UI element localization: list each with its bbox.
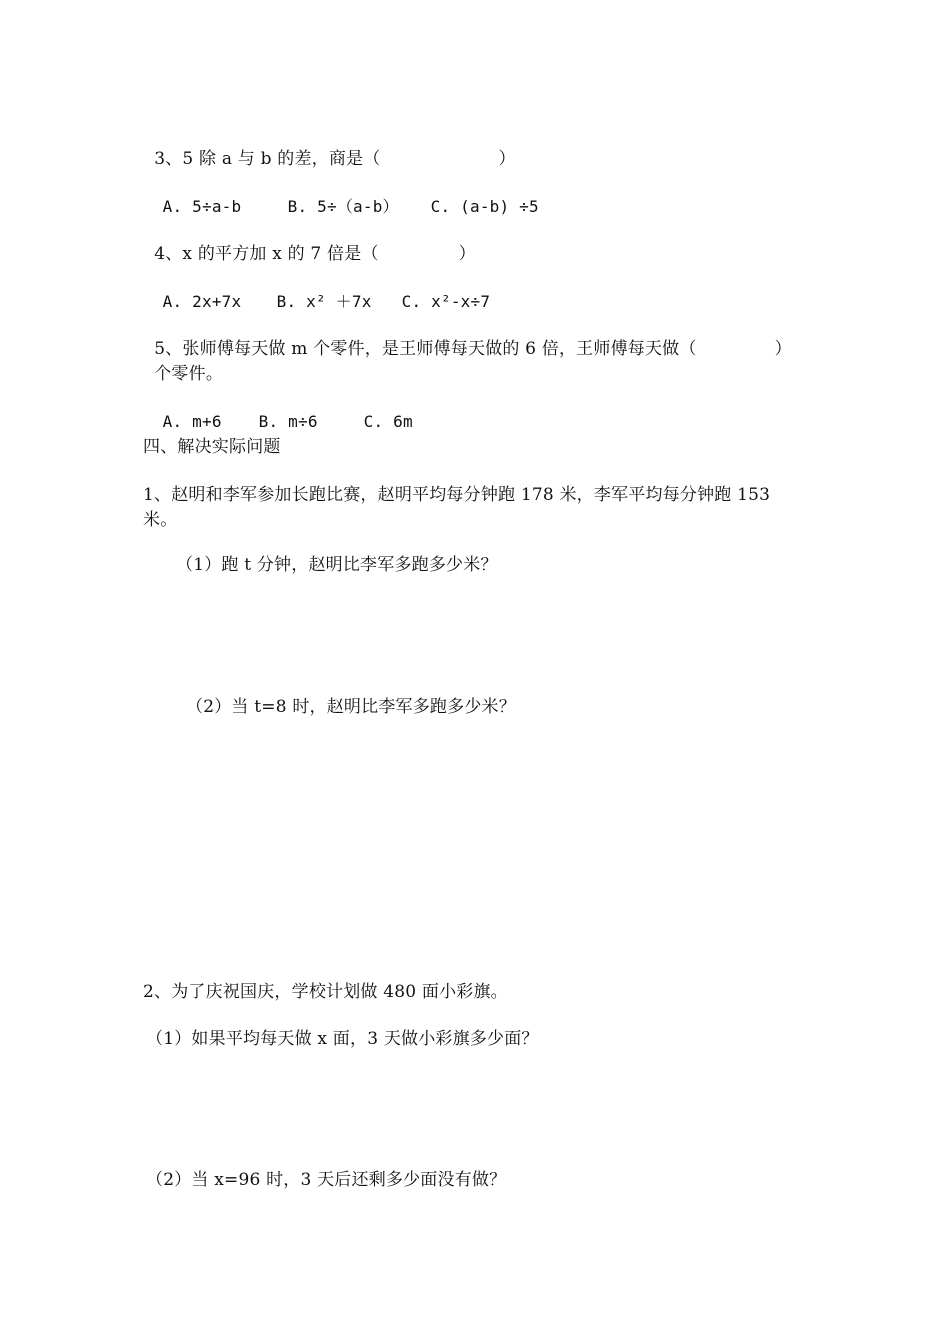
problem-2-subquestion-1: （1）如果平均每天做 x 面，3 天做小彩旗多少面？ — [146, 1029, 539, 1049]
question-4-stem — [143, 221, 476, 265]
problem-2-stem: 2、为了庆祝国庆，学校计划做 480 面小彩旗。 — [143, 982, 508, 1002]
problem-1-stem-line-1: 1、赵明和李军参加长跑比赛，赵明平均每分钟跑 178 米，李军平均每分钟跑 153 — [143, 485, 771, 505]
question-4-text: 4、x 的平方加 x 的 7 倍是（ — [154, 244, 379, 264]
problem-1-subquestion-1: （1）跑 t 分钟，赵明比李军多跑多少米？ — [176, 555, 498, 575]
question-4-option-c: C. x²-x÷7 — [401, 292, 491, 311]
question-3-option-b: B. 5÷（a-b） — [287, 197, 399, 216]
question-5-options — [143, 389, 413, 433]
question-4-close-paren: ） — [458, 244, 476, 264]
question-3-option-c: C. (a-b) ÷5 — [430, 197, 539, 216]
question-3-close-paren: ） — [498, 149, 516, 169]
question-5-text-continued: 个零件。 — [154, 364, 224, 384]
question-5-close-paren: ） — [774, 339, 792, 359]
problem-1-stem-line-2: 米。 — [143, 510, 178, 530]
question-5-option-b: B. m÷6 — [258, 412, 318, 431]
question-4-option-b: B. x² ＋7x — [276, 292, 372, 311]
question-3-options — [143, 174, 539, 218]
question-5-text: 5、张师傅每天做 m 个零件，是王师傅每天做的 6 倍，王师傅每天做（ — [154, 339, 697, 359]
question-4-options — [143, 269, 490, 313]
problem-2-subquestion-2: （2）当 x=96 时，3 天后还剩多少面没有做？ — [146, 1170, 507, 1190]
section-heading: 四、解决实际问题 — [143, 437, 281, 457]
problem-1-subquestion-2: （2）当 t=8 时，赵明比李军多跑多少米？ — [186, 697, 516, 717]
question-4-option-a: A. 2x+7x — [162, 292, 242, 311]
question-5-option-c: C. 6m — [363, 412, 413, 431]
question-5-stem — [143, 316, 792, 360]
question-5-stem-continued — [143, 341, 223, 385]
question-3-text: 3、5 除 a 与 b 的差，商是（ — [154, 149, 381, 169]
question-5-option-a: A. m+6 — [162, 412, 222, 431]
question-3-stem — [143, 126, 516, 170]
question-3-option-a: A. 5÷a-b — [162, 197, 242, 216]
